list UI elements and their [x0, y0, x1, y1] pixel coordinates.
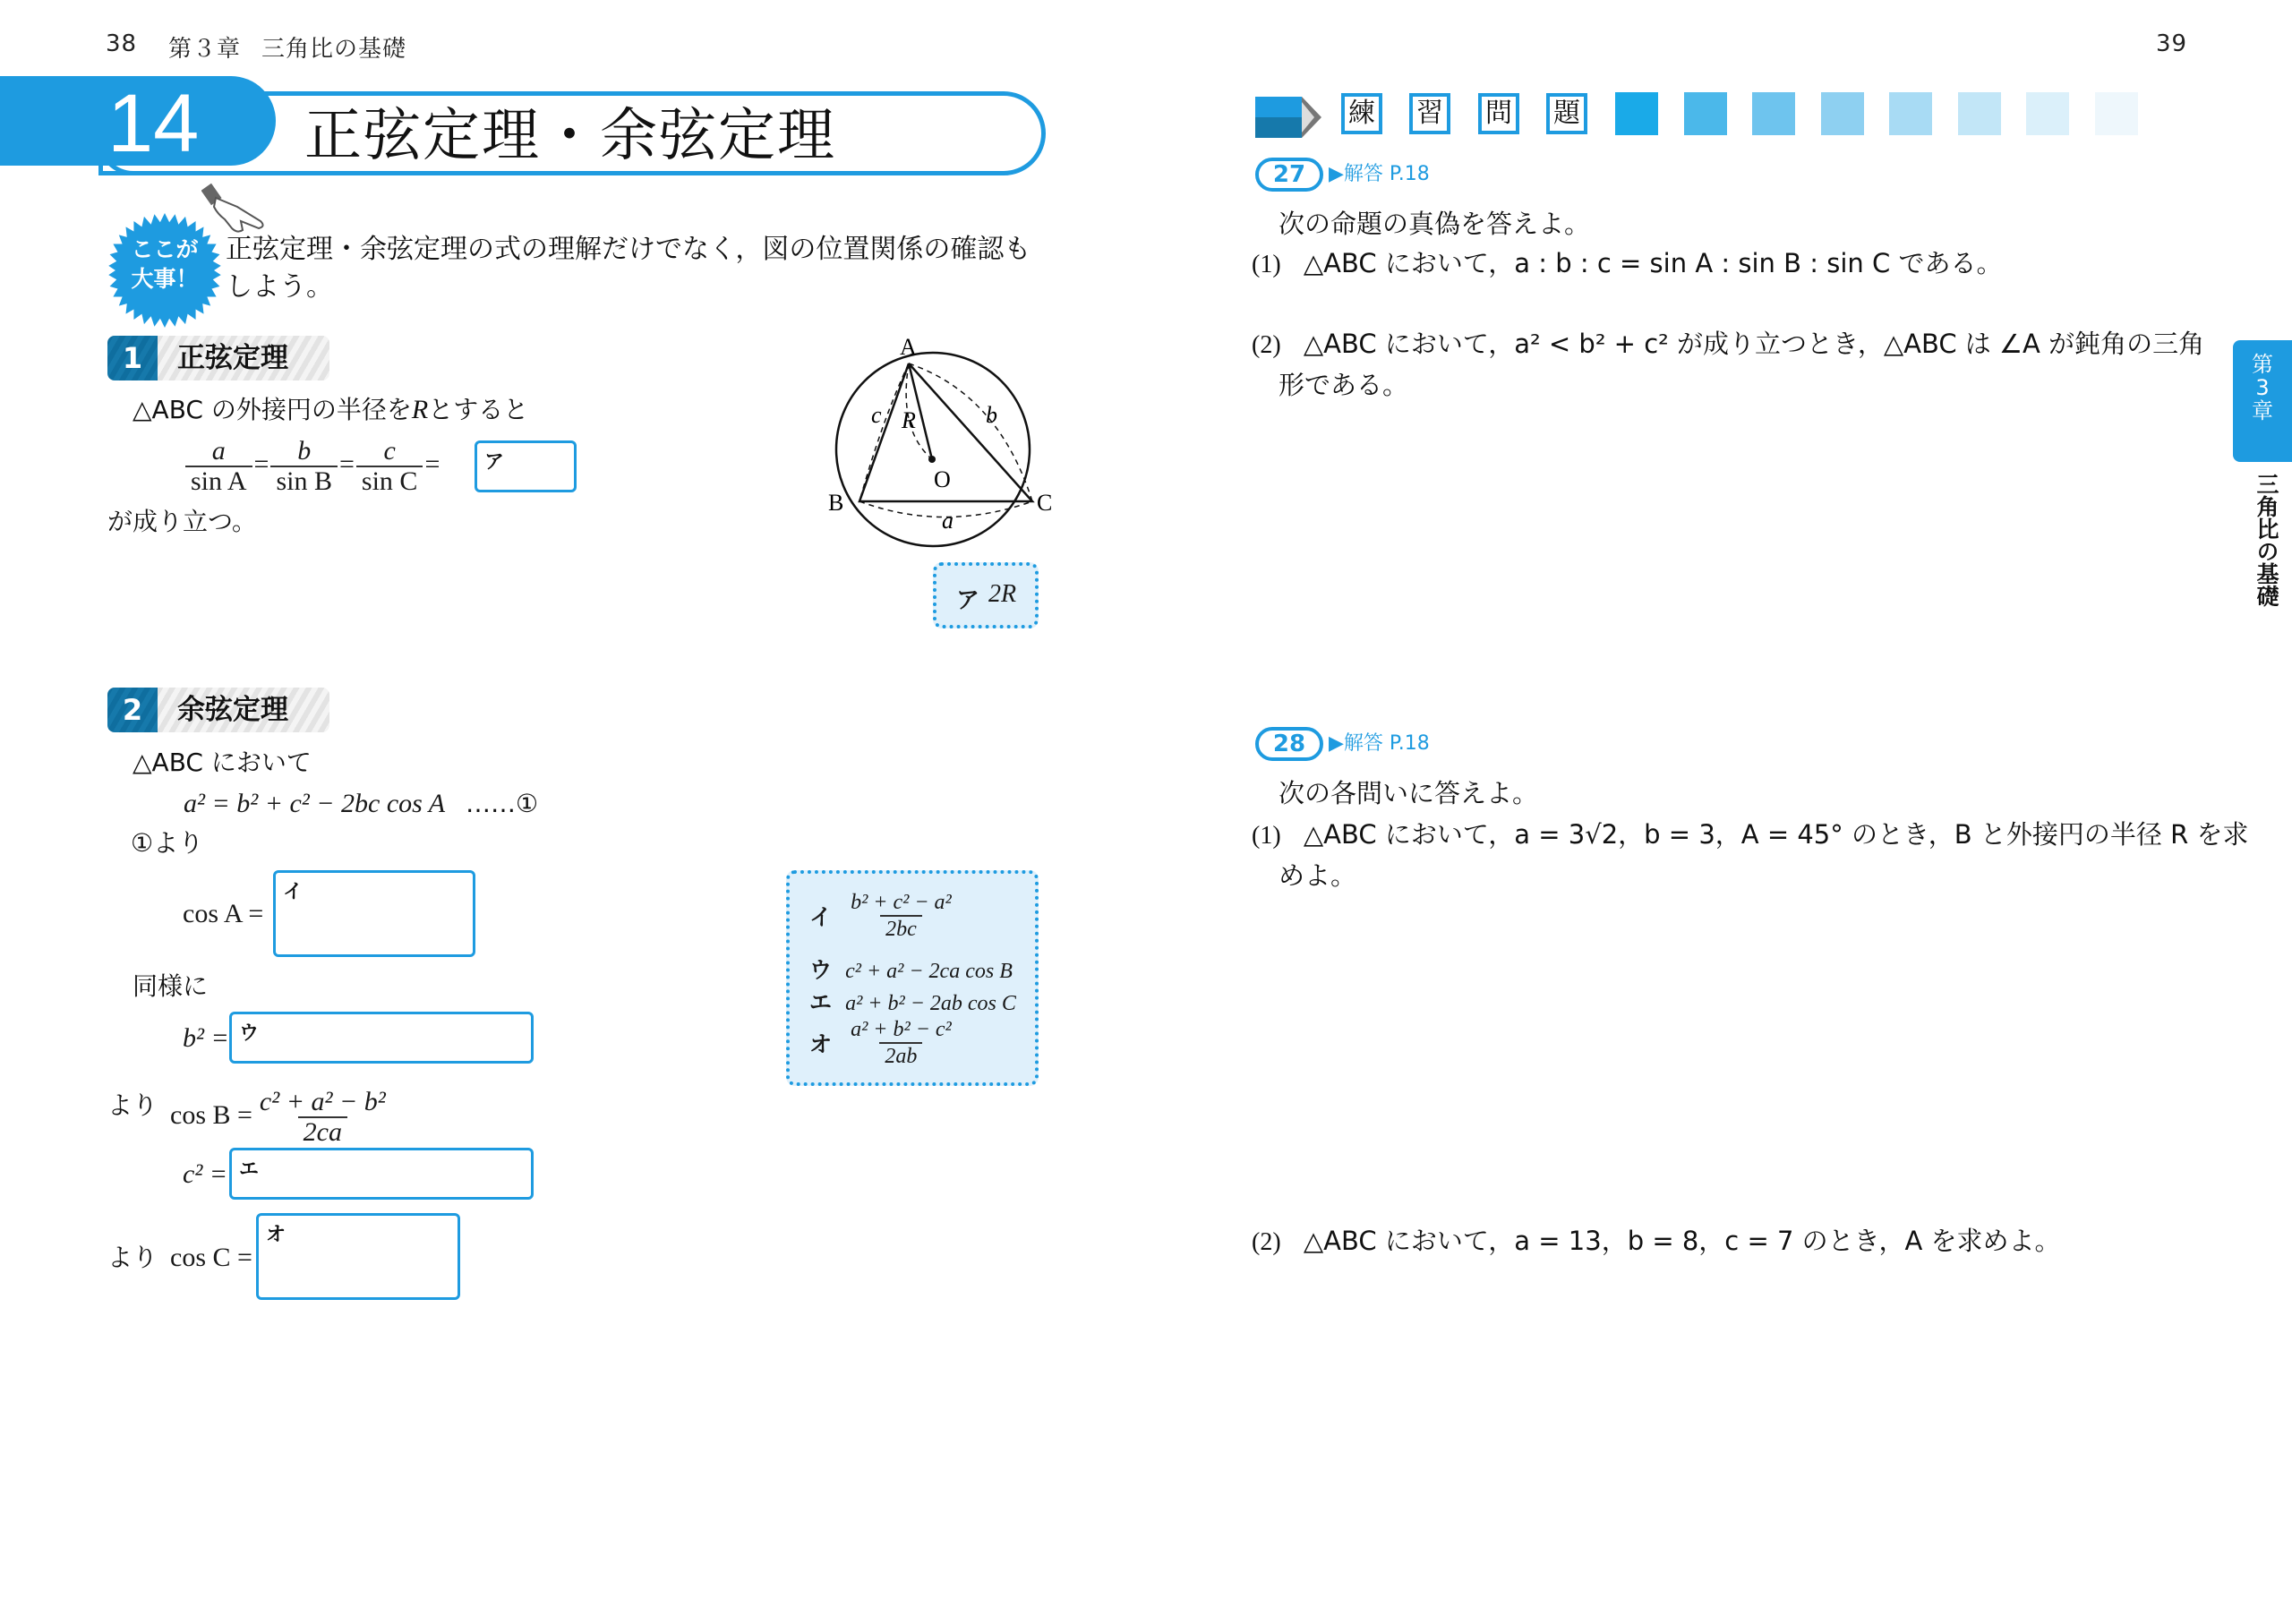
answer-key-label: イ — [809, 904, 833, 930]
frac-numerator: a — [211, 436, 226, 466]
practice-char-3: 問 — [1478, 93, 1519, 134]
problem-number-27: 27 — [1255, 158, 1323, 192]
gradient-square-7 — [2026, 92, 2069, 135]
key-point-text — [226, 231, 1049, 306]
item-label: (2) — [1252, 331, 1281, 359]
chapter-side-tab[interactable] — [2233, 340, 2292, 462]
svg-text:c: c — [871, 402, 882, 428]
answer-key-label: オ — [809, 1031, 833, 1057]
gradient-square-3 — [1752, 92, 1795, 135]
fraction-b-sinB — [270, 437, 338, 496]
radius-variable: R — [411, 395, 429, 424]
answer-ref-link-28[interactable]: ▶解答 P.18 — [1329, 732, 1430, 755]
blank-box-o[interactable] — [256, 1213, 460, 1300]
problem-28-item-1-cont: めよ。 — [1279, 860, 1357, 891]
practice-char-4: 題 — [1546, 93, 1587, 134]
problem-28-item-2 — [1252, 1221, 2061, 1262]
gradient-square-4 — [1821, 92, 1864, 135]
answer-key-row-u — [809, 953, 1013, 985]
side-tab-chapter-title: 三角比の基礎 — [2254, 473, 2279, 607]
section-number: 1 — [107, 336, 158, 380]
practice-char-2: 習 — [1409, 93, 1450, 134]
answer-key-value: c² + a² − 2ca cos B — [845, 960, 1013, 983]
frac-numerator: c — [383, 436, 396, 466]
cosine-law-intro: △ABC において — [133, 748, 312, 777]
blank-box-e[interactable] — [229, 1148, 534, 1200]
answer-ref-link-27[interactable]: ▶解答 P.18 — [1329, 163, 1430, 185]
sine-law-intro — [133, 392, 528, 428]
practice-char-1: 練 — [1341, 93, 1382, 134]
frac-denominator: 2ab — [879, 1042, 922, 1069]
item-label: (1) — [1252, 251, 1281, 278]
svg-text:R: R — [902, 407, 916, 433]
similarly-text: 同様に — [133, 971, 209, 1001]
answer-key-value: 2R — [988, 580, 1017, 608]
answer-key-row-e — [809, 985, 1016, 1017]
frac-numerator: c² + a² − b² — [259, 1087, 386, 1116]
page-number-left: 38 — [106, 30, 138, 57]
section-title: 正弦定理 — [177, 342, 288, 374]
key-point-badge-text — [107, 235, 222, 294]
problem-28-item-1 — [1252, 815, 2249, 856]
item-text: △ABC において，a : b : c = sin A : sin B : sin C である。 — [1303, 248, 2003, 278]
b2-lhs: b² = — [183, 1023, 229, 1053]
gradient-square-2 — [1684, 92, 1727, 135]
frac-denominator: sin A — [185, 466, 252, 496]
cosB-formula — [170, 1088, 393, 1147]
side-tab-line-3: 章 — [2252, 398, 2273, 423]
key-point-line-2: しよう。 — [226, 271, 333, 303]
item-text: △ABC において，a = 3√2，b = 3，A = 45° のとき，B と外接円の半径 R を求 — [1303, 819, 2249, 850]
fraction-a-sinA — [185, 437, 252, 496]
answer-key-value: a² + b² − 2ab cos C — [845, 992, 1016, 1015]
pencil-icon — [1255, 97, 1321, 138]
blank-label: イ — [283, 881, 304, 903]
running-head-chapter: 第３章 — [168, 36, 242, 63]
blank-box-u[interactable] — [229, 1012, 534, 1064]
lesson-number: 14 — [107, 78, 200, 169]
blank-label: ア — [484, 451, 505, 474]
vertex-a-label: A — [900, 334, 917, 360]
problem-27-item-1 — [1252, 244, 2002, 285]
section-number: 2 — [107, 688, 158, 732]
center-o-label: O — [934, 466, 951, 492]
vertex-c-label: C — [1037, 490, 1052, 516]
blank-label: ウ — [239, 1022, 260, 1045]
answer-key-value — [845, 890, 957, 942]
section-title: 余弦定理 — [177, 694, 288, 726]
badge-line-1: ここが — [131, 236, 199, 262]
answer-key-label: ア — [956, 587, 980, 614]
answer-key-label: ウ — [809, 957, 833, 983]
cosine-law-formula: a² = b² + c² − 2bc cos A — [184, 789, 446, 818]
section-header-cosine-law — [107, 688, 329, 732]
item-text: △ABC において，a² < b² + c² が成り立つとき，△ABC は ∠A が鈍角の三角 — [1303, 329, 2205, 359]
intro-text-end: とすると — [428, 395, 529, 424]
vertex-b-label: B — [828, 490, 844, 516]
gradient-square-1 — [1615, 92, 1658, 135]
frac-numerator: b² + c² − a² — [851, 891, 952, 914]
gradient-square-8 — [2095, 92, 2138, 135]
answer-key-row-o — [809, 1017, 959, 1069]
section-header-sine-law — [107, 336, 329, 380]
from-eq-1: ①より — [131, 828, 204, 858]
cosC-lhs: cos C = — [170, 1243, 252, 1272]
blank-box-i[interactable] — [273, 870, 475, 957]
problem-27-item-2-cont: 形である。 — [1279, 370, 1409, 400]
item-label: (2) — [1252, 1228, 1281, 1256]
badge-line-2: 大事！ — [131, 266, 199, 292]
yori-text-1: より — [107, 1090, 158, 1120]
frac-numerator: a² + b² − c² — [851, 1018, 952, 1041]
fraction-c-sinC — [356, 437, 423, 496]
answer-key-row-i — [809, 890, 959, 942]
frac-denominator: 2ca — [298, 1116, 347, 1147]
running-head-chapter-title: 三角比の基礎 — [261, 36, 407, 63]
problem-28-instruction: 次の各問いに答えよ。 — [1279, 778, 1539, 808]
equation-ref-1: ……① — [466, 789, 539, 818]
frac-denominator: sin C — [356, 466, 423, 496]
frac-numerator: b — [297, 436, 312, 466]
yori-text-2: より — [107, 1243, 158, 1272]
svg-text:a: a — [942, 508, 954, 534]
item-label: (1) — [1252, 822, 1281, 850]
pointing-hand-icon — [201, 182, 273, 235]
fraction-cosB — [254, 1088, 391, 1147]
frac-denominator: sin B — [270, 466, 338, 496]
item-text: △ABC において，a = 13，b = 8，c = 7 のとき，A を求めよ。 — [1303, 1226, 2061, 1256]
c2-lhs: c² = — [183, 1159, 228, 1189]
answer-key-cosine — [786, 870, 1039, 1086]
page-number-right: 39 — [2156, 30, 2188, 57]
cosA-lhs: cos A = — [183, 899, 264, 928]
frac-denominator: 2bc — [880, 915, 922, 942]
svg-text:b: b — [986, 402, 997, 428]
problem-27-instruction: 次の命題の真偽を答えよ。 — [1279, 209, 1591, 239]
blank-label: オ — [266, 1224, 286, 1246]
key-point-line-1: 正弦定理・余弦定理の式の理解だけでなく，図の位置関係の確認も — [226, 234, 1031, 265]
problem-number-28: 28 — [1255, 727, 1323, 761]
side-tab-line-1: 第 — [2252, 352, 2273, 377]
answer-key-label: エ — [809, 989, 833, 1015]
gradient-square-5 — [1889, 92, 1932, 135]
intro-text: △ABC の外接円の半径を — [133, 395, 412, 424]
answer-key-a — [933, 562, 1039, 628]
blank-box-a[interactable] — [475, 440, 577, 492]
lesson-title: 正弦定理・余弦定理 — [304, 103, 836, 169]
gradient-square-6 — [1958, 92, 2001, 135]
circumcircle-diagram — [819, 331, 1052, 555]
sine-law-conclusion: が成り立つ。 — [107, 507, 257, 536]
problem-27-item-2 — [1252, 324, 2204, 365]
blank-label: エ — [239, 1158, 260, 1181]
answer-key-value — [845, 1017, 957, 1069]
cosB-lhs: cos B = — [170, 1099, 252, 1130]
sine-law-formula: $\frac{a}{\text{sin A}}$ = $\frac{b}{\text{sin B}}$ = $\frac{c}{\text{sin C}}$ = — [184, 437, 440, 496]
side-tab-line-2: 3 — [2255, 375, 2270, 400]
